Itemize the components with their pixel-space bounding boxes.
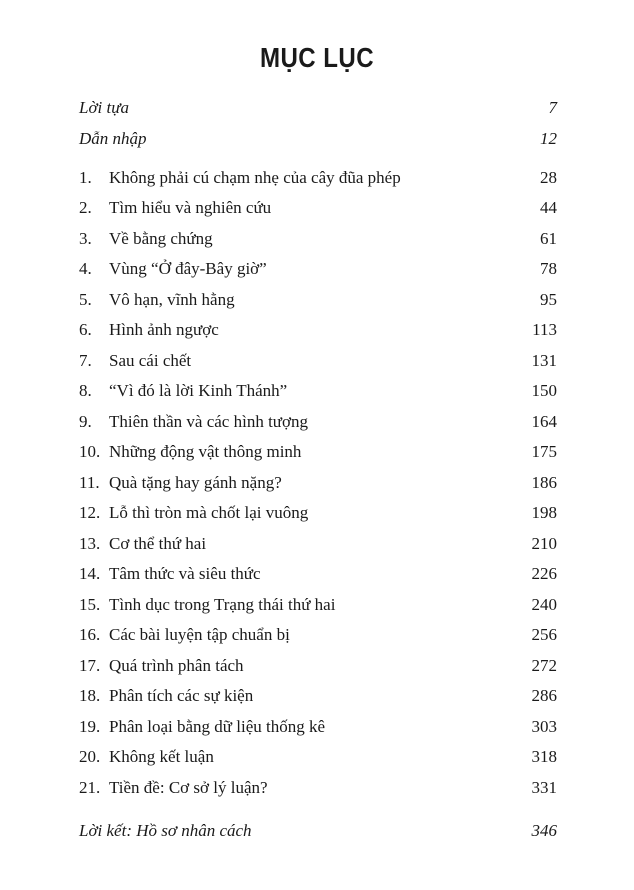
chapter-title: Về bằng chứng bbox=[109, 229, 213, 248]
chapter-page: 164 bbox=[531, 412, 557, 431]
toc-entry-chapter-17 bbox=[79, 654, 557, 678]
chapter-title: Tâm thức và siêu thức bbox=[109, 564, 261, 583]
toc-entry-page: 346 bbox=[531, 821, 557, 840]
toc-entry-foreword bbox=[79, 96, 557, 120]
chapter-page: 28 bbox=[540, 168, 557, 187]
chapter-title: Phân tích các sự kiện bbox=[109, 686, 254, 705]
chapter-page: 44 bbox=[540, 198, 557, 217]
chapter-title: Quà tặng hay gánh nặng? bbox=[109, 473, 282, 492]
chapter-title: Sau cái chết bbox=[109, 351, 192, 370]
chapter-title: Hình ảnh ngược bbox=[109, 320, 219, 339]
chapter-number: 11. bbox=[79, 473, 100, 492]
chapter-title: Vùng “Ở đây-Bây giờ” bbox=[109, 259, 267, 278]
chapter-page: 286 bbox=[531, 686, 557, 705]
chapter-title: Cơ thể thứ hai bbox=[109, 534, 207, 553]
toc-entry-chapter-8 bbox=[79, 379, 557, 403]
toc-entry-chapter-16 bbox=[79, 623, 557, 647]
chapter-number: 16. bbox=[79, 625, 101, 644]
chapter-title: Các bài luyện tập chuẩn bị bbox=[109, 625, 290, 644]
toc-entry-chapter-21 bbox=[79, 776, 557, 800]
chapter-page: 78 bbox=[540, 259, 557, 278]
chapter-title: Vô hạn, vĩnh hằng bbox=[109, 290, 235, 309]
chapter-title: Quá trình phân tách bbox=[109, 656, 244, 675]
chapter-page: 186 bbox=[531, 473, 557, 492]
chapter-title: Không kết luận bbox=[109, 747, 214, 766]
chapter-page: 113 bbox=[532, 320, 557, 339]
toc-entry-chapter-3 bbox=[79, 227, 557, 251]
chapter-page: 272 bbox=[531, 656, 557, 675]
toc-entry-chapter-7 bbox=[79, 349, 557, 373]
toc-entry-chapter-10 bbox=[79, 440, 557, 464]
chapter-page: 318 bbox=[531, 747, 557, 766]
chapter-page: 150 bbox=[531, 381, 557, 400]
chapter-number: 1. bbox=[79, 168, 92, 187]
chapter-page: 131 bbox=[531, 351, 557, 370]
toc-entry-chapter-2 bbox=[79, 196, 557, 220]
toc-entry-chapter-13 bbox=[79, 532, 557, 556]
chapter-title: “Vì đó là lời Kinh Thánh” bbox=[109, 381, 288, 400]
chapter-number: 20. bbox=[79, 747, 101, 766]
chapter-number: 19. bbox=[79, 717, 101, 736]
chapter-number: 8. bbox=[79, 381, 92, 400]
toc-entry-chapter-19 bbox=[79, 715, 557, 739]
toc-entry-chapter-9 bbox=[79, 410, 557, 434]
chapter-number: 15. bbox=[79, 595, 101, 614]
chapter-number: 3. bbox=[79, 229, 92, 248]
chapter-page: 331 bbox=[531, 778, 557, 797]
chapter-page: 226 bbox=[531, 564, 557, 583]
chapter-title: Tìm hiểu và nghiên cứu bbox=[109, 198, 272, 217]
page-title: MỤC LỤC bbox=[259, 42, 375, 73]
toc-entry-page: 7 bbox=[548, 98, 557, 117]
chapter-page: 198 bbox=[531, 503, 557, 522]
chapter-number: 9. bbox=[79, 412, 92, 431]
chapter-page: 210 bbox=[531, 534, 557, 553]
chapter-page: 175 bbox=[531, 442, 557, 461]
toc-entry-chapter-12 bbox=[79, 501, 557, 525]
chapter-number: 12. bbox=[79, 503, 101, 522]
chapter-title: Phân loại bằng dữ liệu thống kê bbox=[109, 717, 326, 736]
toc-entry-label: Dẫn nhập bbox=[79, 129, 147, 148]
toc-entry-chapter-11 bbox=[79, 471, 557, 495]
chapter-number: 5. bbox=[79, 290, 92, 309]
chapter-number: 18. bbox=[79, 686, 101, 705]
toc-entry-chapter-6 bbox=[79, 318, 557, 342]
chapter-page: 303 bbox=[531, 717, 557, 736]
toc-entry-chapter-14 bbox=[79, 562, 557, 586]
chapter-title: Những động vật thông minh bbox=[109, 442, 302, 461]
chapter-page: 61 bbox=[540, 229, 557, 248]
chapter-page: 256 bbox=[531, 625, 557, 644]
chapter-title: Lỗ thì tròn mà chốt lại vuông bbox=[109, 503, 309, 522]
toc-entry-label: Lời tựa bbox=[79, 98, 129, 117]
chapter-number: 4. bbox=[79, 259, 92, 278]
toc-entry-chapter-15 bbox=[79, 593, 557, 617]
toc-entry-page: 12 bbox=[540, 129, 557, 148]
toc-entry-chapter-1 bbox=[79, 166, 557, 190]
chapter-title: Không phải cú chạm nhẹ của cây đũa phép bbox=[109, 168, 401, 187]
chapter-number: 13. bbox=[79, 534, 101, 553]
toc-entry-chapter-5 bbox=[79, 288, 557, 312]
toc-entry-chapter-20 bbox=[79, 745, 557, 769]
chapter-number: 6. bbox=[79, 320, 92, 339]
chapter-title: Tình dục trong Trạng thái thứ hai bbox=[109, 595, 336, 614]
chapter-number: 10. bbox=[79, 442, 101, 461]
chapter-page: 240 bbox=[531, 595, 557, 614]
toc-entry-introduction bbox=[79, 127, 557, 151]
chapter-page: 95 bbox=[540, 290, 557, 309]
toc-entry-chapter-4 bbox=[79, 257, 557, 281]
chapter-title: Thiên thần và các hình tượng bbox=[109, 412, 309, 431]
toc-entry-label: Lời kết: Hồ sơ nhân cách bbox=[79, 821, 252, 840]
chapter-number: 17. bbox=[79, 656, 101, 675]
toc-entry-afterword bbox=[79, 819, 557, 843]
chapter-number: 21. bbox=[79, 778, 101, 797]
toc-entry-chapter-18 bbox=[79, 684, 557, 708]
chapter-number: 7. bbox=[79, 351, 92, 370]
chapter-number: 14. bbox=[79, 564, 101, 583]
chapter-title: Tiền đề: Cơ sở lý luận? bbox=[109, 778, 268, 797]
chapter-number: 2. bbox=[79, 198, 92, 217]
